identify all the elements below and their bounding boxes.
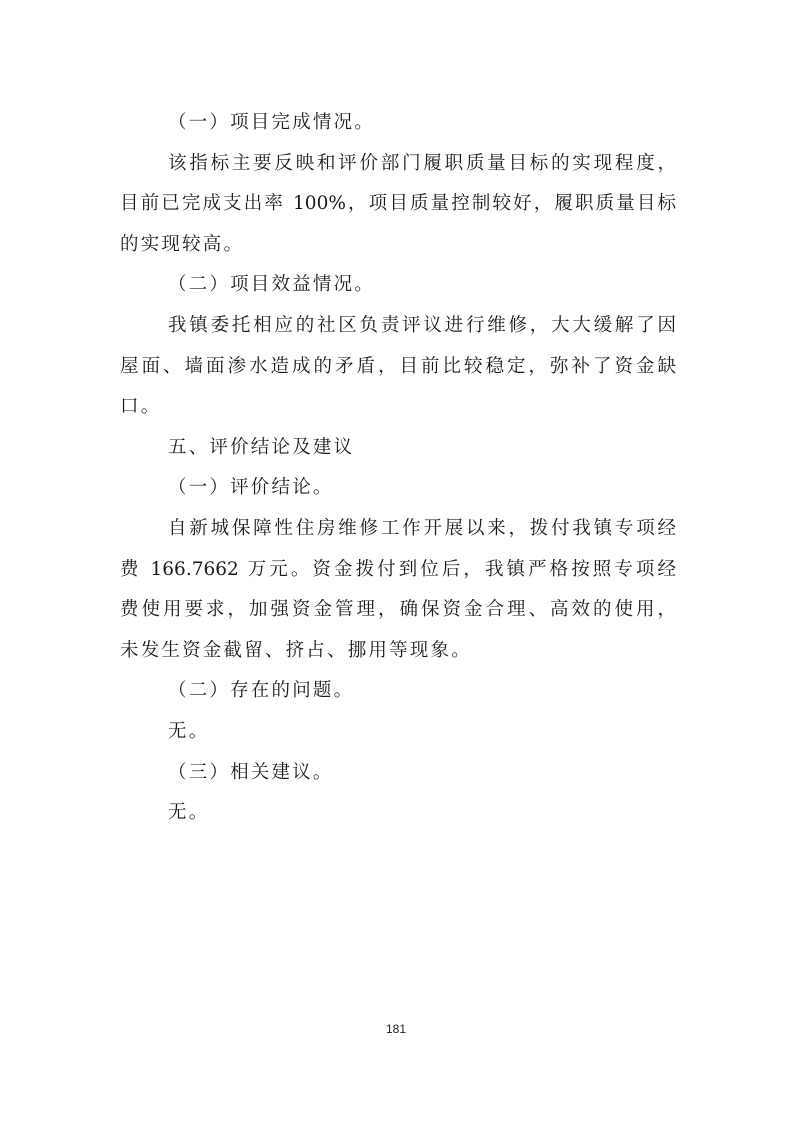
- document-body: [120, 103, 676, 834]
- heading-project-completion: （一）项目完成情况。: [168, 112, 376, 133]
- paragraph-line: 屋面、墙面渗水造成的矛盾，目前比较稳定，弥补了资金缺: [120, 355, 676, 377]
- paragraph-line: 费 166.7662 万元。资金拨付到位后，我镇严格按照专项经: [120, 558, 676, 580]
- paragraph-line: 口。: [120, 396, 162, 418]
- paragraph-line: 自新城保障性住房维修工作开展以来，拨付我镇专项经: [168, 517, 676, 539]
- page-number: 181: [385, 1022, 407, 1036]
- paragraph-line: 费使用要求，加强资金管理，确保资金合理、高效的使用，: [120, 599, 676, 621]
- heading-project-benefit: （二）项目效益情况。: [168, 274, 376, 296]
- paragraph-line: 目前已完成支出率 100%，项目质量控制较好，履职质量目标: [120, 193, 676, 215]
- text-none: 无。: [168, 720, 210, 742]
- heading-evaluation-conclusion-section: 五、评价结论及建议: [168, 436, 355, 458]
- paragraph-line: 该指标主要反映和评价部门履职质量目标的实现程度，: [168, 152, 676, 174]
- paragraph-line: 我镇委托相应的社区负责评议进行维修，大大缓解了因: [168, 314, 676, 336]
- heading-related-suggestions: （三）相关建议。: [168, 761, 334, 783]
- text-none: 无。: [168, 802, 210, 824]
- paragraph-line: 的实现较高。: [120, 233, 245, 255]
- paragraph-line: 未发生资金截留、挤占、挪用等现象。: [120, 639, 472, 661]
- heading-evaluation-conclusion: （一）评价结论。: [168, 477, 334, 499]
- heading-existing-problems: （二）存在的问题。: [168, 680, 355, 702]
